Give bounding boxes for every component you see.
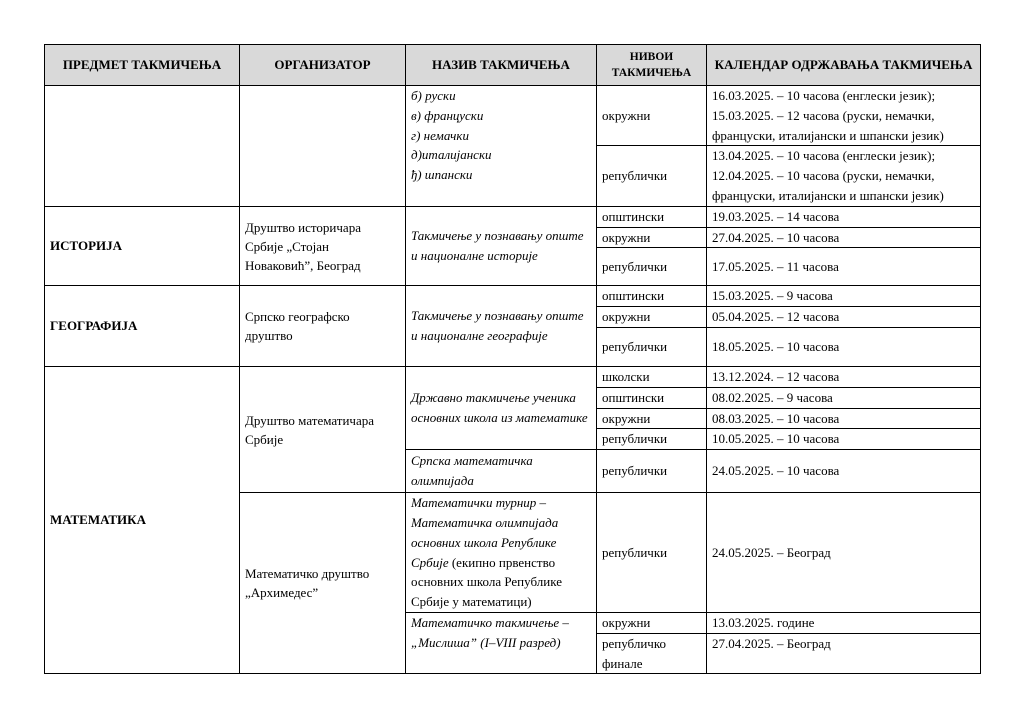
level-cell: општински xyxy=(597,206,707,227)
language-item: д)италијански xyxy=(411,147,492,163)
subject-cell-empty xyxy=(45,86,240,207)
table-row xyxy=(45,86,981,146)
language-item: ђ) шпански xyxy=(411,167,473,183)
calendar-line: 16.03.2025. – 10 часова (енглески језик); xyxy=(712,88,936,103)
organizer-history: Друштво историчара Србије „Стојан Новаковић”, Београд xyxy=(240,206,406,286)
level-cell: окружни xyxy=(597,86,707,146)
competition-math-3 xyxy=(406,493,597,613)
subject-geography: ГЕОГРАФИЈА xyxy=(45,286,240,367)
calendar-cell xyxy=(707,86,981,146)
header-organizer: ОРГАНИЗАТОР xyxy=(240,45,406,86)
competition-math-2: Српска математичка олимпијада xyxy=(406,450,597,493)
level-cell: општински xyxy=(597,286,707,307)
calendar-line: 12.04.2025. – 10 часова (руски, немачки, француски, италијански и шпански језик) xyxy=(712,168,944,203)
level-cell: републички xyxy=(597,327,707,366)
languages-list-cell xyxy=(406,86,597,207)
calendar-cell: 27.04.2025. – 10 часова xyxy=(707,227,981,248)
level-cell: републички xyxy=(597,493,707,613)
header-competition: НАЗИВ ТАКМИЧЕЊА xyxy=(406,45,597,86)
competition-history: Такмичење у познавању опште и националне историје xyxy=(406,206,597,286)
header-calendar: КАЛЕНДАР ОДРЖАВАЊА ТАКМИЧЕЊА xyxy=(707,45,981,86)
competition-math-3-title: Математички турнир – Математичка олимпијада основних школа Републике Србије xyxy=(411,495,559,570)
organizer-geography: Српско географско друштво xyxy=(240,286,406,367)
level-cell: окружни xyxy=(597,307,707,328)
organizer-math-2: Математичко друштво „Архимедес” xyxy=(240,493,406,674)
language-item: б) руски xyxy=(411,88,456,103)
table-row xyxy=(45,206,981,227)
language-item: г) немачки xyxy=(411,127,469,143)
organizer-cell-empty xyxy=(240,86,406,207)
competition-geography: Такмичење у познавању опште и националне географије xyxy=(406,286,597,367)
header-subject: ПРЕДМЕТ ТАКМИЧЕЊА xyxy=(45,45,240,86)
level-cell: окружни xyxy=(597,612,707,633)
calendar-cell xyxy=(707,146,981,206)
calendar-cell: 13.03.2025. године xyxy=(707,612,981,633)
level-cell: републички xyxy=(597,146,707,206)
level-cell: окружни xyxy=(597,227,707,248)
header-level: НИВОИ ТАКМИЧЕЊА xyxy=(597,45,707,86)
organizer-math-1: Друштво математичара Србије xyxy=(240,366,406,492)
competition-math-3-note: (екипно првенство основних школа Републике Србије у математици) xyxy=(411,554,562,610)
calendar-cell: 08.03.2025. – 10 часова xyxy=(707,408,981,429)
calendar-cell: 10.05.2025. – 10 часова xyxy=(707,429,981,450)
subject-math: МАТЕМАТИКА xyxy=(45,366,240,673)
competition-math-4: Математичко такмичење – „Мислиша” (I–VIII разред) xyxy=(406,612,597,673)
subject-history: ИСТОРИЈА xyxy=(45,206,240,286)
level-cell: републички xyxy=(597,248,707,286)
calendar-cell: 13.12.2024. – 12 часова xyxy=(707,366,981,387)
level-cell: општински xyxy=(597,387,707,408)
level-cell: школски xyxy=(597,366,707,387)
competition-table xyxy=(44,44,981,674)
table-row xyxy=(45,286,981,307)
calendar-cell: 17.05.2025. – 11 часова xyxy=(707,248,981,286)
language-item: в) француски xyxy=(411,107,484,123)
table-row xyxy=(45,366,981,387)
calendar-cell: 08.02.2025. – 9 часова xyxy=(707,387,981,408)
calendar-cell: 15.03.2025. – 9 часова xyxy=(707,286,981,307)
level-cell: окружни xyxy=(597,408,707,429)
calendar-cell: 05.04.2025. – 12 часова xyxy=(707,307,981,328)
level-cell: републичко финале xyxy=(597,633,707,674)
calendar-line: 15.03.2025. – 12 часова (руски, немачки, француски, италијански и шпански језик) xyxy=(712,107,944,143)
level-cell: републички xyxy=(597,450,707,493)
competition-math-1: Државно такмичење ученика основних школа из математике xyxy=(406,366,597,449)
calendar-line: 13.04.2025. – 10 часова (енглески језик); xyxy=(712,148,936,164)
level-cell: републички xyxy=(597,429,707,450)
calendar-cell: 24.05.2025. – 10 часова xyxy=(707,450,981,493)
calendar-cell: 27.04.2025. – Београд xyxy=(707,633,981,674)
calendar-cell: 19.03.2025. – 14 часова xyxy=(707,206,981,227)
calendar-cell: 24.05.2025. – Београд xyxy=(707,493,981,613)
calendar-cell: 18.05.2025. – 10 часова xyxy=(707,327,981,366)
table-header-row xyxy=(45,45,981,86)
